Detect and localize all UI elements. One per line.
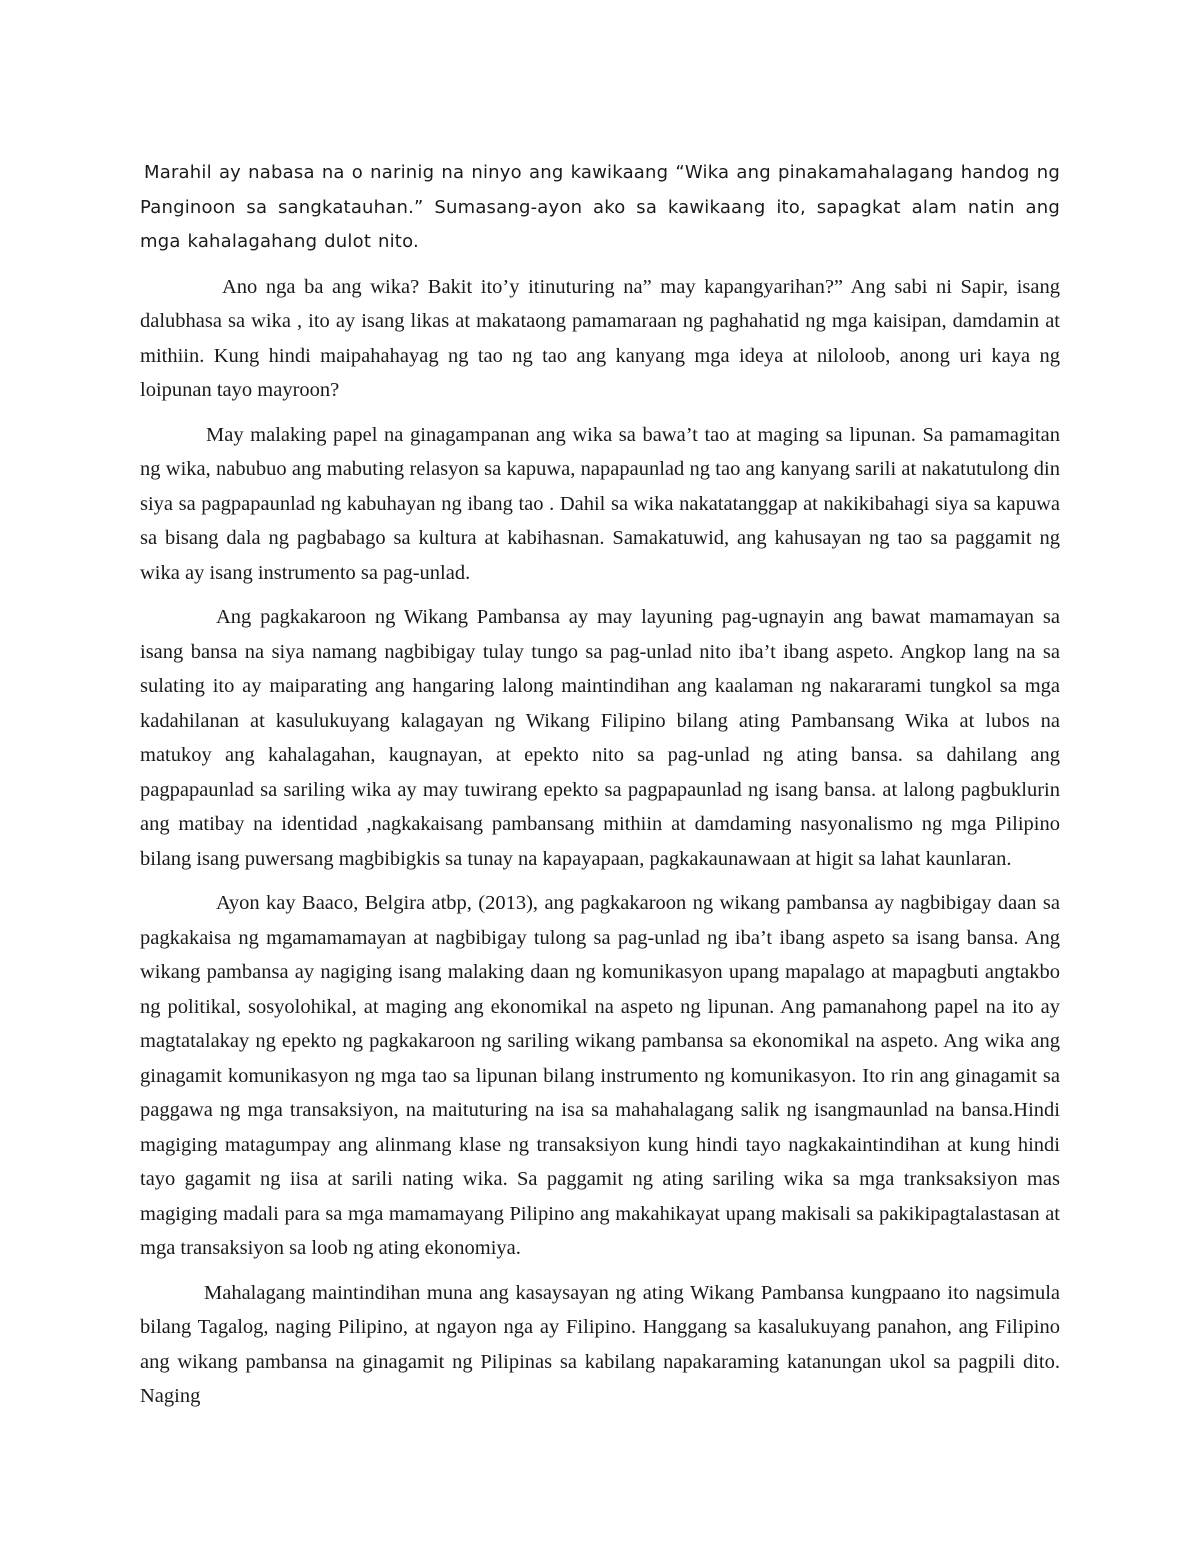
paragraph-6: Mahalagang maintindihan muna ang kasaysayan ng ating Wikang Pambansa kungpaano ito nagsimula bilang Tagalog, naging Pilipino, at ngayon nga ay Filipino. Hanggang sa kasalukuyang panahon, ang Filipino ang wikang pambansa na ginagamit ng Pilipinas sa kabilang napakaraming katanungan ukol sa pagpili dito. Naging [140, 1281, 1060, 1407]
paragraph-1: Marahil ay nabasa na o narinig na ninyo ang kawikaang “Wika ang pinakamahalagang handog ng Panginoon sa sangkatauhan.” Sumasang-ayon ako sa kawikaang ito, sapagkat alam natin ang mga kahalagahang dulot nito. [140, 162, 1060, 252]
document-body [140, 156, 1060, 1424]
paragraph-2: Ano nga ba ang wika? Bakit ito’y itinuturing na” may kapangyarihan?” Ang sabi ni Sapir, isang dalubhasa sa wika , ito ay isang likas at makataong pamamaraan ng paghahatid ng mga kaisipan, damdamin at mithiin. Kung hindi maipahahayag ng tao ng tao ang kanyang mga ideya at niloloob, anong uri kaya ng loipunan tayo mayroon? [140, 275, 1060, 401]
paragraph-3: May malaking papel na ginagampanan ang wika sa bawa’t tao at maging sa lipunan. Sa pamamagitan ng wika, nabubuo ang mabuting relasyon sa kapuwa, napapaunlad ng tao ang kanyang sarili at nakatutulong din siya sa pagpapaunlad ng kabuhayan ng ibang tao . Dahil sa wika nakatatanggap at nakikibahagi siya sa kapuwa sa bisang dala ng pagbabago sa kultura at kabihasnan. Samakatuwid, ang kahusayan ng tao sa paggamit ng wika ay isang instrumento sa pag-unlad. [140, 423, 1060, 584]
paragraph-5: Ayon kay Baaco, Belgira atbp, (2013), ang pagkakaroon ng wikang pambansa ay nagbibigay daan sa pagkakaisa ng mgamamamayan at nagbibigay tulong sa pag-unlad ng iba’t ibang aspeto sa isang bansa. Ang wikang pambansa ay nagiging isang malaking daan ng komunikasyon upang mapalago at mapagbuti angtakbo ng politikal, sosyolohikal, at maging ang ekonomikal na aspeto ng lipunan. Ang pamanahong papel na ito ay magtatalakay ng epekto ng pagkakaroon ng sariling wikang pambansa sa ekonomikal na aspeto. Ang wika ang ginagamit komunikasyon ng mga tao sa lipunan bilang instrumento ng komunikasyon. Ito rin ang ginagamit sa paggawa ng mga transaksiyon, na maituturing na isa sa mahahalagang salik ng isangmaunlad na bansa.Hindi magiging matagumpay ang alinmang klase ng transaksiyon kung hindi tayo nagkakaintindihan at kung hindi tayo gagamit ng iisa at sarili nating wika. Sa paggamit ng ating sariling wika sa mga tranksaksiyon mas magiging madali para sa mga mamamayang Pilipino ang makahikayat upang makisali sa pakikipagtalastasan at mga transaksiyon sa loob ng ating ekonomiya. [140, 892, 1060, 1259]
paragraph-4: Ang pagkakaroon ng Wikang Pambansa ay may layuning pag-ugnayin ang bawat mamamayan sa isang bansa na siya namang nagbibigay tulay tungo sa pag-unlad nito iba’t ibang aspeto. Angkop lang na sa sulating ito ay maiparating ang hangaring lalong maintindihan ang kaalaman ng nakararami tungkol sa mga kadahilanan at kasulukuyang kalagayan ng Wikang Filipino bilang ating Pambansang Wika at lubos na matukoy ang kahalagahan, kaugnayan, at epekto nito sa pag-unlad ng ating bansa. sa dahilang ang pagpapaunlad sa sariling wika ay may tuwirang epekto sa pagpapaunlad ng isang bansa. at lalong pagbuklurin ang matibay na identidad ,nagkakaisang pambansang mithiin at damdaming nasyonalismo ng mga Pilipino bilang isang puwersang magbibigkis sa tunay na kapayapaan, pagkakaunawaan at higit sa lahat kaunlaran. [140, 606, 1060, 870]
